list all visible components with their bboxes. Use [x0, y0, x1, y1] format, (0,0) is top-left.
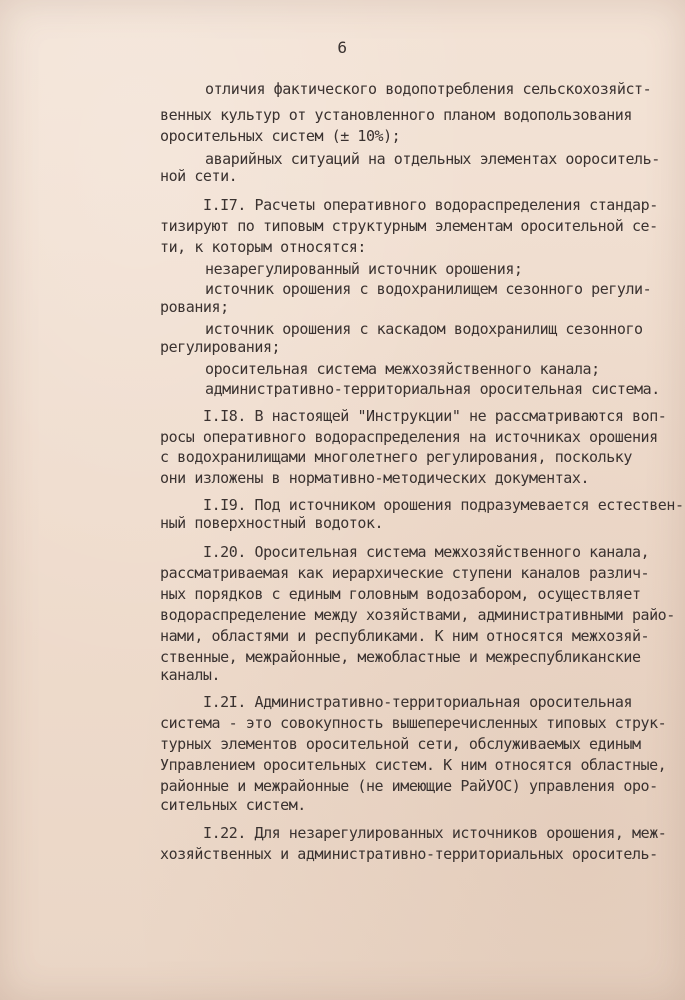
text-line: с водохранилищами многолетнего регулирования, поскольку: [160, 448, 632, 466]
section-heading-line: I.22. Для незарегулированных источников орошения, меж-: [203, 824, 667, 842]
text-line: турных элементов оросительной сети, обслуживаемых единым: [160, 735, 641, 753]
text-line: оросительных систем (± 10%);: [160, 127, 401, 145]
text-line: ственные, межрайонные, межобластные и межреспубликанские: [160, 648, 641, 666]
text-line: районные и межрайонные (не имеющие РайУОС) управления оро-: [160, 777, 658, 795]
text-line: тизируют по типовым структурным элементам оросительной се-: [160, 217, 658, 235]
text-line: ных порядков с единым головным водозабором, осуществляет: [160, 585, 641, 603]
text-line: Управлением оросительных систем. К ним относятся областные,: [160, 756, 667, 774]
text-line: ный поверхностный водоток.: [160, 514, 384, 532]
list-item-line: источник орошения с каскадом водохранилищ сезонного: [205, 320, 643, 338]
text-line: венных культур от установленного планом водопользования: [160, 106, 632, 124]
text-line: рования;: [160, 298, 229, 316]
text-line: нами, областями и республиками. К ним относятся межхозяй-: [160, 627, 650, 645]
text-line: сительных систем.: [160, 796, 306, 814]
section-heading-line: I.2I. Административно-территориальная оросительная: [203, 693, 633, 711]
list-item-line: источник орошения с водохранилищем сезонного регули-: [205, 280, 652, 298]
text-line: рассматриваемая как иерархические ступени каналов различ-: [160, 564, 650, 582]
text-line: хозяйственных и административно-территориальных ороситель-: [160, 845, 658, 863]
text-line: отличия фактического водопотребления сельскохозяйст-: [205, 80, 652, 98]
page-number: 6: [337, 38, 348, 57]
text-line: каналы.: [160, 666, 221, 684]
section-heading-line: I.I7. Расчеты оперативного водораспределения стандар-: [203, 196, 658, 214]
text-line: аварийных ситуаций на отдельных элементах оороситель-: [205, 150, 660, 168]
text-line: ной сети.: [160, 167, 238, 185]
list-item-line: незарегулированный источник орошения;: [205, 260, 523, 278]
text-line: регулирования;: [160, 338, 281, 356]
section-heading-line: I.20. Оросительная система межхозяйственного канала,: [203, 543, 650, 561]
section-heading-line: I.I9. Под источником орошения подразумевается естествен-: [203, 496, 684, 514]
text-line: система - это совокупность вышеперечисленных типовых струк-: [160, 714, 667, 732]
text-line: они изложены в нормативно-методических документах.: [160, 469, 590, 487]
list-item-line: административно-территориальная оросительная система.: [205, 380, 660, 398]
section-heading-line: I.I8. В настоящей "Инструкции" не рассматриваются воп-: [203, 407, 667, 425]
list-item-line: оросительная система межхозяйственного канала;: [205, 360, 600, 378]
text-line: ти, к которым относятся:: [160, 238, 366, 256]
text-line: водораспределение между хозяйствами, административными райо-: [160, 606, 675, 624]
text-line: росы оперативного водораспределения на источниках орошения: [160, 428, 658, 446]
